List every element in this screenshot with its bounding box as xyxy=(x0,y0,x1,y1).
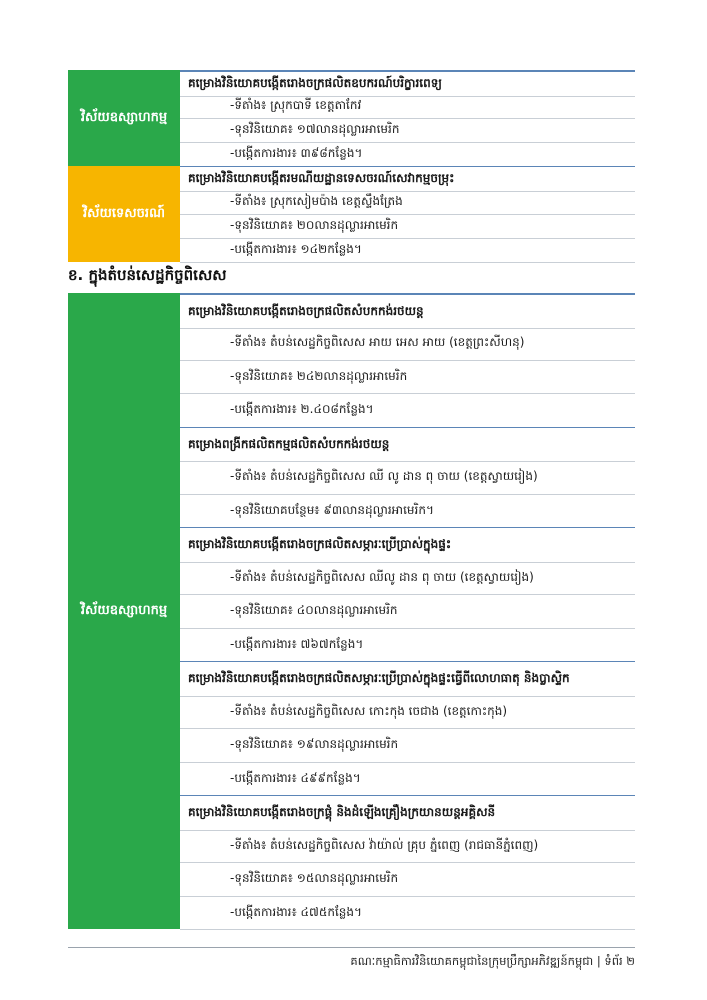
project-location: -ទីតាំង៖ តំបន់សេដ្ឋកិច្ចពិសេស ឈីលូ ដាន ពុ ចាយ (ខេត្តស្វាយរៀង) xyxy=(180,561,635,595)
project-title: គម្រោងវិនិយោគបង្កើតរោងចក្រផលិតសម្ភារៈប្រើប្រាស់ក្នុងផ្ទះ xyxy=(180,527,635,563)
project-investment: -ទុនវិនិយោគ៖ ២០លានដុល្លារអាមេរិក xyxy=(180,214,635,239)
project-location: -ទីតាំង៖ ស្រុកសៀមប៉ាង ខេត្តស្ទឹងត្រែង xyxy=(180,190,635,215)
project-jobs: -បង្កើតការងារ៖ ១៤២កន្លែង។ xyxy=(180,238,635,263)
footer-divider xyxy=(68,947,635,948)
project-jobs: -បង្កើតការងារ៖ ៧៦៧កន្លែង។ xyxy=(180,628,635,662)
project-lines-industry xyxy=(180,70,635,166)
footer-page-number: ទំព័រ ២ xyxy=(604,954,635,968)
project-investment: -ទុនវិនិយោគ៖ ១៩លានដុល្លារអាមេរិក xyxy=(180,728,635,763)
sector-cell-industry-sez: វិស័យឧស្សាហកម្ម xyxy=(68,293,180,929)
project-title: គម្រោងវិនិយោគបង្កើតរមណីយដ្ឋានទេសចរណ៍សេវាកម្មចម្រុះ xyxy=(180,166,635,192)
sector-cell-industry: វិស័យឧស្សាហកម្ម xyxy=(68,70,180,166)
page-footer xyxy=(350,954,635,971)
project-lines-tourism xyxy=(180,166,635,262)
project-title: គម្រោងពង្រីកផលិតកម្មផលិតសំបកកង់រថយន្ត xyxy=(180,427,635,462)
investment-table-2 xyxy=(68,293,635,929)
footer-org: គណៈកម្មាធិការវិនិយោគកម្ពុជានៃក្រុមប្រឹក្សាអភិវឌ្ឍន៍កម្ពុជា xyxy=(350,954,594,968)
project-investment: -ទុនវិនិយោគ៖ ៤០លានដុល្លារអាមេរិក xyxy=(180,594,635,629)
investment-table-1 xyxy=(68,70,635,262)
project-location: -ទីតាំង៖ តំបន់សេដ្ឋកិច្ចពិសេស អាយ អេស អាយ (ខេត្តព្រះសីហនុ) xyxy=(180,326,635,361)
project-title: គម្រោងវិនិយោគបង្កើតរោងចក្រផលិតសំបកកង់រថយន្ត xyxy=(180,293,635,329)
project-investment: -ទុនវិនិយោគ៖ ១៥លានដុល្លារអាមេរិក xyxy=(180,862,635,897)
project-title: គម្រោងវិនិយោគបង្កើតរោងចក្រផលិតសម្ភារៈប្រើប្រាស់ក្នុងផ្ទះធ្វើពីលោហធាតុ និងប្លាស្ទិក xyxy=(180,661,635,697)
sector-cell-tourism: វិស័យទេសចរណ៍ xyxy=(68,166,180,262)
project-location: -ទីតាំង៖ ស្រុកបាទី ខេត្តតាកែវ xyxy=(180,94,635,119)
project-title: គម្រោងវិនិយោគបង្កើតរោងចក្រផ្គុំ និងដំឡើងគ្រឿងក្រយានយន្តអគ្គិសនី xyxy=(180,795,635,831)
project-jobs: -បង្កើតការងារ៖ ៤៧៥កន្លែង។ xyxy=(180,896,635,930)
project-location: -ទីតាំង៖ តំបន់សេដ្ឋកិច្ចពិសេស កោះកុង ចេជាង (ខេត្តកោះកុង) xyxy=(180,695,635,729)
section-title-sez: ខ. ក្នុងតំបន់សេដ្ឋកិច្ចពិសេស xyxy=(68,266,227,284)
project-jobs: -បង្កើតការងារ៖ ៣៩៨កន្លែង។ xyxy=(180,142,635,167)
project-investment: -ទុនវិនិយោគ៖ ២៤២លានដុល្លារអាមេរិក xyxy=(180,360,635,394)
project-title: គម្រោងវិនិយោគបង្កើតរោងចក្រផលិតឧបករណ៍បរិក្ខារពេទ្យ xyxy=(180,70,635,97)
project-jobs: -បង្កើតការងារ៖ ២.៤០៨កន្លែង។ xyxy=(180,393,635,428)
project-investment: -ទុនវិនិយោគបន្ថែម៖ ៩៣លានដុល្លារអាមេរិក។ xyxy=(180,494,635,528)
project-location: -ទីតាំង៖ តំបន់សេដ្ឋកិច្ចពិសេស ឈី លូ ដាន ពុ ចាយ (ខេត្តស្វាយរៀង) xyxy=(180,460,635,495)
project-lines-sez xyxy=(180,293,635,929)
project-location: -ទីតាំង៖ តំបន់សេដ្ឋកិច្ចពិសេស វ៉ាយ៉ាល់ គ្រុប ភ្នំពេញ (រាជធានីភ្នំពេញ) xyxy=(180,829,635,863)
footer-separator: | xyxy=(596,954,601,968)
project-investment: -ទុនវិនិយោគ៖ ១៧លានដុល្លារអាមេរិក xyxy=(180,118,635,143)
project-jobs: -បង្កើតការងារ៖ ៤៩៩កន្លែង។ xyxy=(180,762,635,796)
